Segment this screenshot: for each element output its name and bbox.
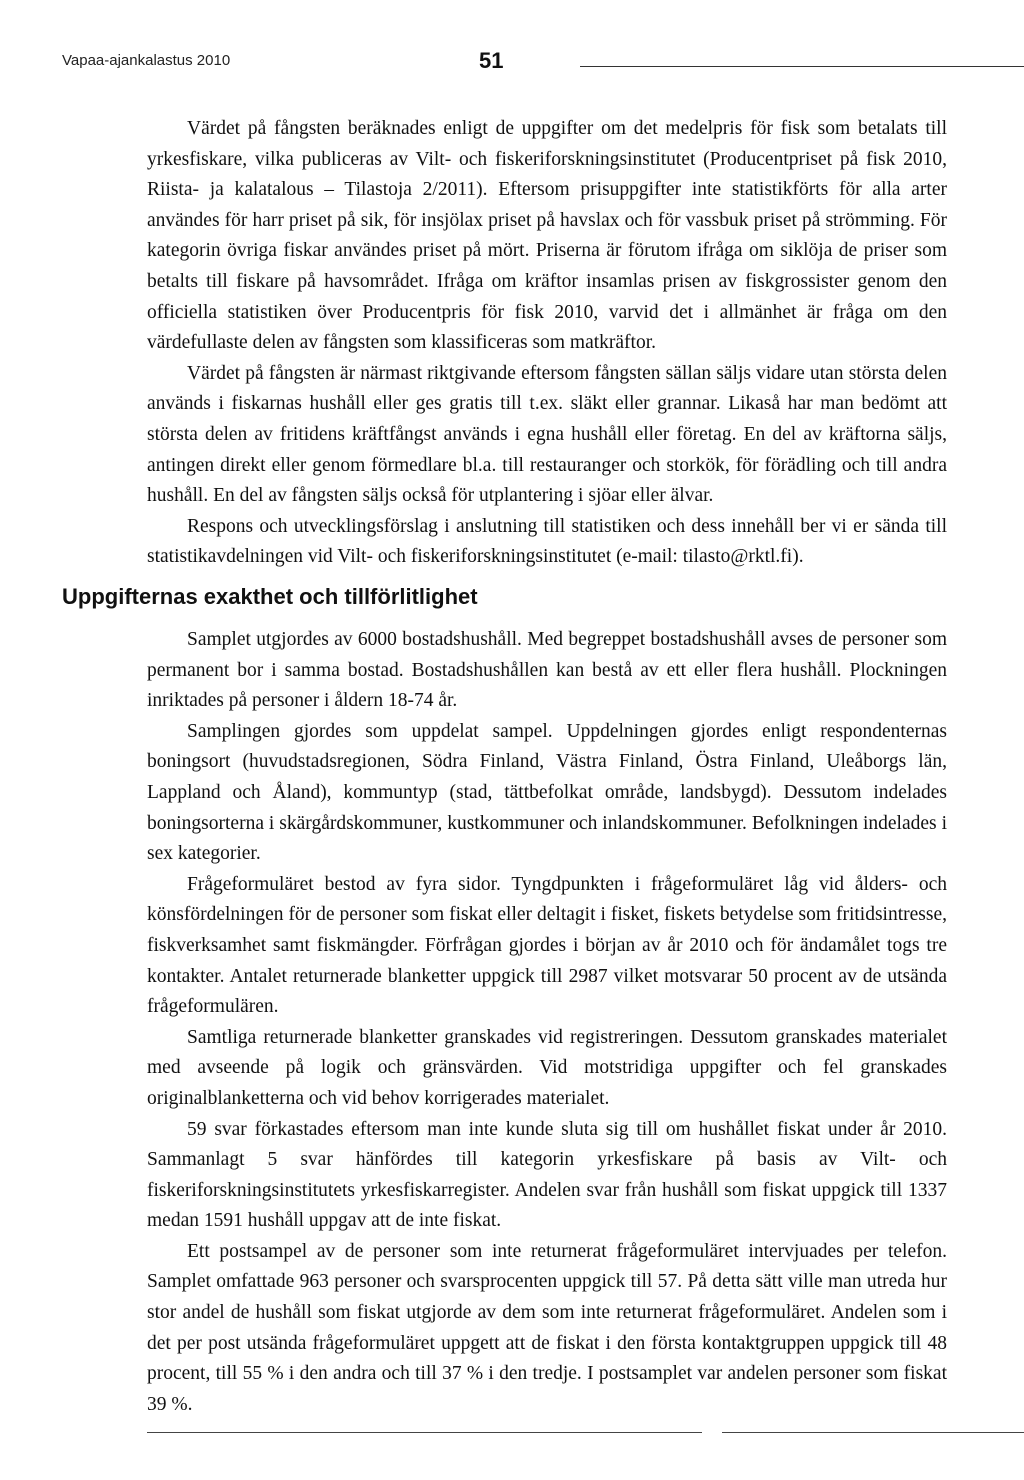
paragraph: Samplingen gjordes som uppdelat sampel. Uppdelningen gjordes enligt respondenternas boningsort (huvudstadsregionen, Södra Finland, Västra Finland, Östra Finland, Uleåborgs län, Lappland och Åland), kommuntyp (stad, tättbefolkat område, landsbygd). Dessutom indelades boningsorterna i skärgårdskommuner, kustkommuner och inlandskommuner. Befolkningen indelades i sex kategorier. — [147, 720, 947, 865]
header-rule — [580, 66, 1024, 67]
paragraph: Samtliga returnerade blanketter granskades vid registreringen. Dessutom granskades materialet med avseende på logik och gränsvärden. Vid motstridiga uppgifter och fel granskades originalblanketterna och vid behov korrigerades materialet. — [147, 1026, 947, 1109]
paragraph: 59 svar förkastades eftersom man inte kunde sluta sig till om hushållet fiskat under år 2010. Sammanlagt 5 svar hänfördes till kategorin yrkesfiskare på basis av Vilt- och fiskeriforskningsinstitutets yrkesfiskarregister. Andelen svar från hushåll som fiskat uppgick till 1337 medan 1591 hushåll uppgav att de inte fiskat. — [147, 1118, 947, 1232]
running-title: Vapaa-ajankalastus 2010 — [62, 52, 231, 69]
footer-rule — [147, 1432, 702, 1433]
paragraph: Ett postsampel av de personer som inte returnerat frågeformuläret intervjuades per telefon. Samplet omfattade 963 personer och svarsprocenten uppgick till 57. På detta sätt ville man utreda hur stor andel de hushåll som fiskat utgjorde av dem som inte returnerat frågeformuläret. Andelen som i det per post utsända frågeformuläret uppgett att de fiskat i den första kontaktgruppen uppgick till 48 procent, till 55 % i den andra och till 37 % i den tredje. I postsamplet var andelen personer som fiskat 39 %. — [147, 1240, 947, 1415]
page-number: 51 — [479, 48, 504, 73]
paragraph: Respons och utvecklingsförslag i anslutning till statistiken och dess innehåll ber vi er sända till statistikavdelningen vid Vilt- och fiskeriforskningsinstitutet (e-mail: tilasto@rktl.fi). — [147, 515, 947, 568]
paragraph: Värdet på fångsten är närmast riktgivande eftersom fångsten sällan säljs vidare utan största delen används i fiskarnas hushåll eller ges gratis till t.ex. släkt eller grannar. Likaså har man bedömt att största delen av fritidens kräftfångst används i egna hushåll eller företag. En del av kräftorna säljs, antingen direkt eller genom förmedlare bl.a. till restauranger och storkök, för förädling och till andra hushåll. En del av fångsten säljs också för utplantering i sjöar eller älvar. — [147, 362, 947, 507]
section-heading: Uppgifternas exakthet och tillförlitlighet — [62, 584, 478, 609]
paragraph: Värdet på fångsten beräknades enligt de uppgifter om det medelpris för fisk som betalats till yrkesfiskare, vilka publiceras av Vilt- och fiskeriforskningsinstitutet (Producentpriset på fisk 2010, Riista- ja kalatalous – Tilastoja 2/2011). Eftersom prisuppgifter inte statistikförts för alla arter användes för harr priset på sik, för insjölax priset på havslax och för vassbuk priset på strömming. För kategorin övriga fiskar användes priset på mört. Priserna är förutom ifråga om siklöja de priser som betalts till fiskare på havsområdet. Ifråga om kräftor insamlas prisen av fiskgrossister genom den officiella statistiken över Producentpris för fisk 2010, varvid det i allmänhet är fråga om den värdefullaste delen av fångsten som klassificeras som matkräftor. — [147, 118, 947, 354]
intro-section — [147, 114, 947, 573]
section-body — [147, 625, 947, 1420]
paragraph: Frågeformuläret bestod av fyra sidor. Tyngdpunkten i frågeformuläret låg vid ålders- och könsfördelningen för de personer som fiskat eller deltagit i fisket, fiskets betydelse som fritidsintresse, fiskverksamhet samt fiskmängder. Förfrågan gjordes i början av år 2010 och för ändamålet togs tre kontakter. Antalet returnerade blanketter uppgick till 2987 vilket motsvarar 50 procent av de utsända frågeformulären. — [147, 873, 947, 1018]
page-header — [0, 48, 1024, 78]
footer-rule — [722, 1432, 1024, 1433]
paragraph: Samplet utgjordes av 6000 bostadshushåll. Med begreppet bostadshushåll avses de personer som permanent bor i samma bostad. Bostadshushållen kan bestå av ett eller flera hushåll. Plockningen inriktades på personer i åldern 18-74 år. — [147, 629, 947, 712]
